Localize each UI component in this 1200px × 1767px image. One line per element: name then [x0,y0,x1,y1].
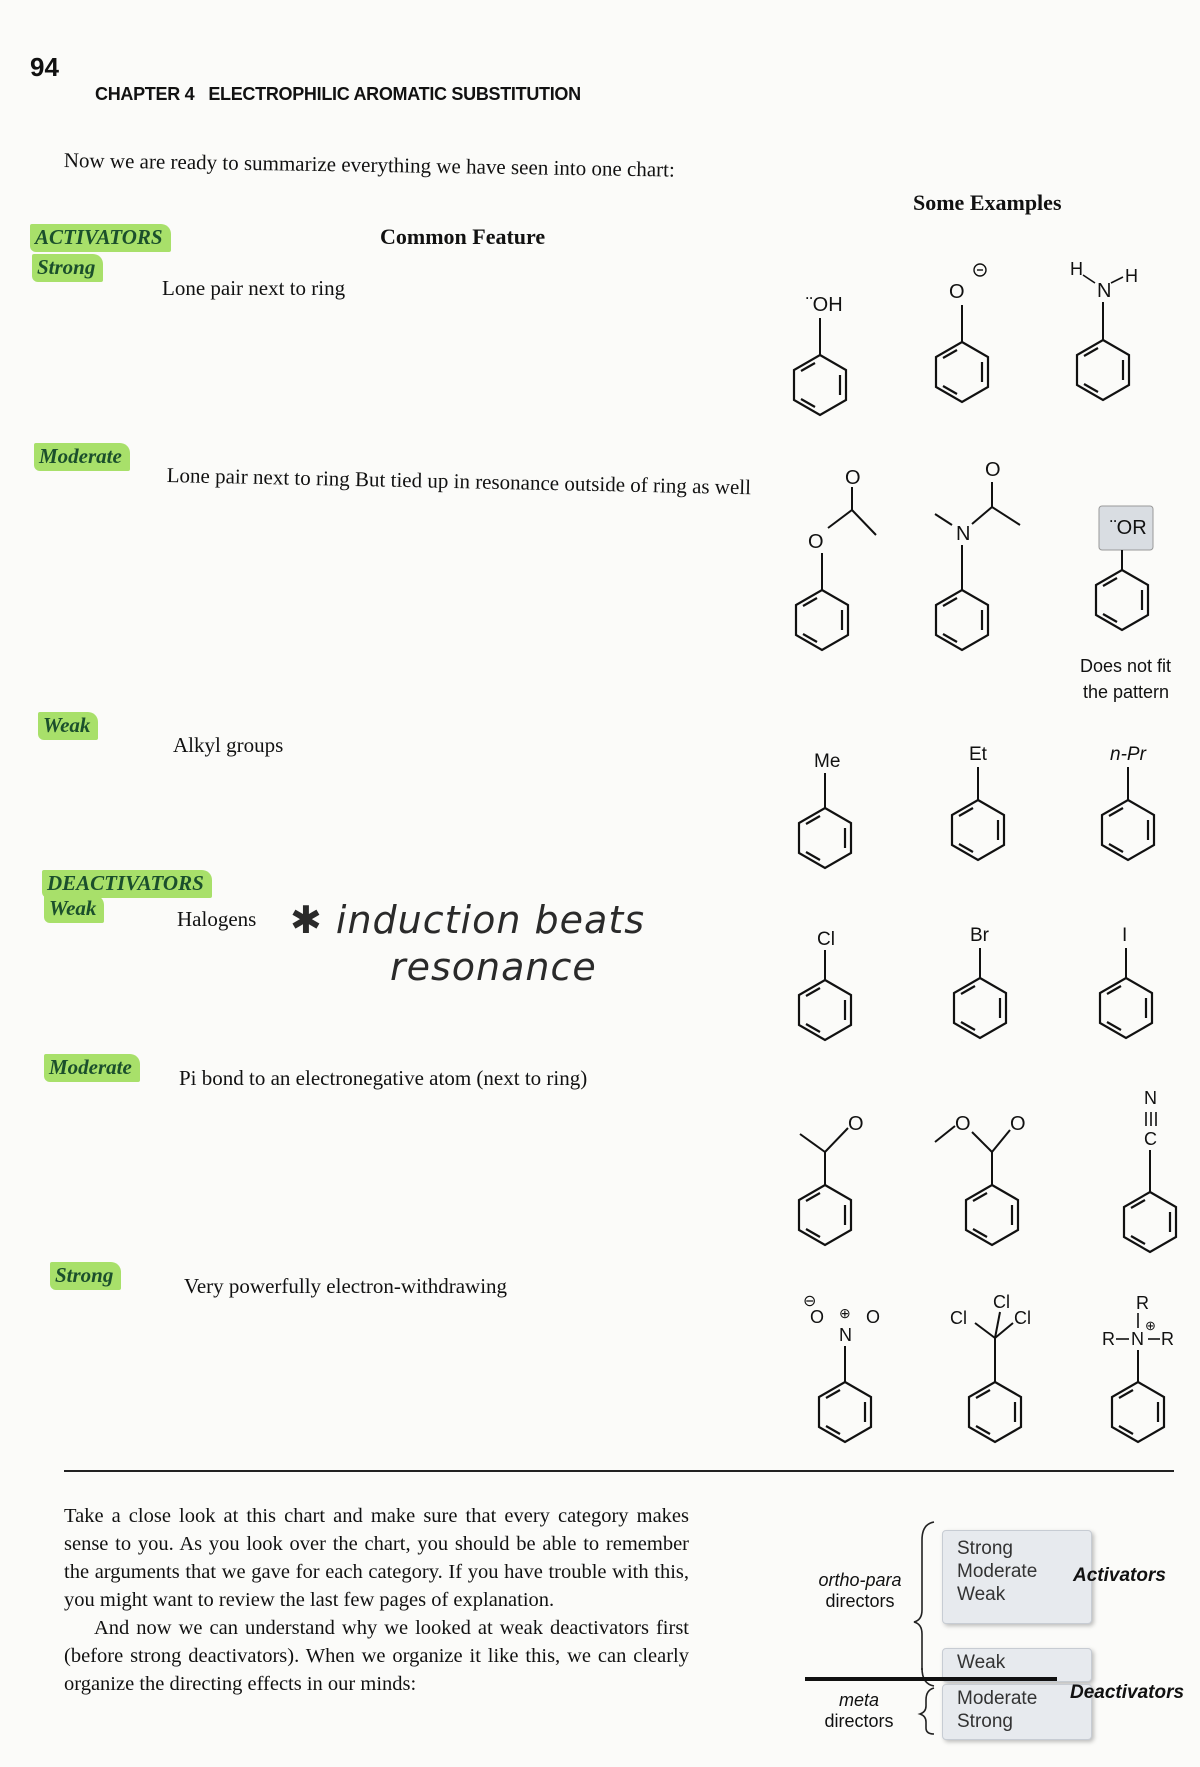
svg-text:Me: Me [814,751,841,772]
bromobenzene-structure [954,925,1006,1038]
svg-text:C: C [1144,1129,1157,1149]
row-strong-deactivator-tag: Strong [50,1262,121,1290]
braces [912,1520,942,1735]
row-weak-deactivator-tag: Weak [44,895,104,923]
meta-label-line2: directors [824,1711,894,1731]
activators-label: Activators [1073,1565,1166,1586]
activator-levels-box [942,1530,1092,1624]
svg-text:I: I [1122,925,1128,946]
svg-text:Et: Et [969,744,987,765]
svg-text:O: O [985,459,1001,481]
deactivators-tag: DEACTIVATORS [42,870,212,898]
svg-text:O: O [949,281,965,303]
methyl-benzoate-structure [935,1113,1026,1245]
svg-text:O: O [845,467,861,489]
ortho-para-label-line1: ortho-para [818,1570,902,1590]
svg-text:O: O [866,1307,881,1327]
ethylbenzene-structure [952,744,1004,860]
svg-text:the pattern: the pattern [1083,682,1170,702]
svg-text:Cl: Cl [993,1292,1010,1312]
page-number: 94 [30,52,59,82]
svg-text:Cl: Cl [950,1308,967,1328]
toluene-structure [799,751,851,868]
svg-text:¨OR: ¨OR [1110,517,1147,539]
propylbenzene-structure [1102,744,1154,860]
paragraph-2: And now we can understand why we looked at weak deactivators first (before strong deactivators). When we organize it like this, we can clearly organize the directing effects in our minds: [64,1617,689,1695]
svg-text:O: O [808,531,824,553]
box-moderate-deactivator: Moderate [957,1688,1038,1709]
row-moderate-activator-feature: Lone pair next to ring But tied up in resonance outside of ring as well [166,463,752,500]
svg-text:⊕: ⊕ [1145,1318,1156,1333]
row-moderate-deactivator-tag: Moderate [44,1054,140,1082]
svg-text:O: O [955,1113,971,1135]
box-strong-deactivator: Strong [957,1711,1013,1732]
box-weak: Weak [957,1584,1006,1605]
box-strong: Strong [957,1538,1013,1559]
paragraph-1: Take a close look at this chart and make sure that every category makes sense to you. As you look over the chart, you should be able to remember the arguments that we gave for each category. If you have trouble with this, you might want to review the last few pages of explanation. [64,1505,689,1611]
benzonitrile-structure [1124,1088,1176,1252]
svg-text:R: R [1161,1329,1174,1349]
svg-text:⊕: ⊕ [839,1305,851,1321]
box-weak-deactivator: Weak [957,1652,1006,1673]
deactivators-label: Deactivators [1070,1682,1185,1703]
svg-text:H: H [1070,259,1083,279]
handwritten-note-line2: resonance [390,945,597,989]
svg-text:N: N [1131,1329,1144,1349]
chlorobenzene-structure [799,929,851,1040]
row-weak-activator-tag: Weak [38,712,98,740]
aniline-structure [1070,259,1138,400]
svg-text:O: O [1010,1113,1026,1135]
svg-text:Cl: Cl [1014,1308,1031,1328]
svg-text:¨OH: ¨OH [806,294,843,316]
row-moderate-activator-tag: Moderate [34,443,130,471]
phenyl-acetate-structure [796,467,876,650]
meta-label [814,1690,904,1732]
phenyl-ether-structure [1080,506,1171,702]
svg-text:Cl: Cl [817,929,835,950]
row-strong-deactivator-feature: Very powerfully electron-withdrawing [184,1274,508,1298]
iodobenzene-structure [1100,925,1152,1038]
common-feature-header: Common Feature [380,224,546,249]
activators-tag: ACTIVATORS [30,224,171,252]
handwritten-note-line1: ✱ induction beats [290,898,646,942]
svg-text:n-Pr: n-Pr [1110,744,1146,765]
row-moderate-deactivator-feature: Pi bond to an electronegative atom (next to ring) [179,1066,588,1090]
examples-header: Some Examples [913,190,1062,215]
ortho-para-label [810,1570,910,1612]
svg-text:⊖: ⊖ [803,1293,817,1310]
intro-text: Now we are ready to summarize everything we have seen into one chart: [63,148,676,182]
trichloromethylbenzene-structure [950,1292,1031,1442]
meta-label-line1: meta [838,1690,880,1710]
body-text [64,1502,689,1698]
box-moderate: Moderate [957,1561,1038,1582]
svg-text:N: N [956,523,971,545]
ortho-para-label-line2: directors [825,1591,895,1611]
trialkylammonium-structure [1102,1293,1174,1442]
row-weak-deactivator-feature: Halogens [177,907,257,931]
row-strong-activator-tag: Strong [32,254,103,282]
svg-text:N: N [1097,280,1112,302]
svg-text:O: O [810,1307,825,1327]
acetanilide-structure [935,459,1020,650]
svg-text:R: R [1102,1329,1115,1349]
svg-text:Does not fit: Does not fit [1080,656,1172,676]
svg-text:O: O [848,1113,864,1135]
chapter-label: CHAPTER 4 [95,84,195,104]
row-strong-activator-feature: Lone pair next to ring [162,276,346,300]
nitrobenzene-structure [803,1293,880,1442]
svg-text:N: N [839,1325,852,1345]
svg-text:Br: Br [970,925,989,946]
row-weak-activator-feature: Alkyl groups [173,733,284,757]
phenol-structure [794,294,846,415]
section-divider [64,1470,1174,1472]
summary-divider [805,1677,1057,1681]
acetophenone-structure [799,1113,864,1245]
svg-text:R: R [1136,1293,1149,1313]
svg-text:N: N [1144,1088,1157,1108]
phenoxide-structure [936,264,988,402]
svg-text:H: H [1125,266,1138,286]
chapter-title: ELECTROPHILIC AROMATIC SUBSTITUTION [208,84,581,104]
